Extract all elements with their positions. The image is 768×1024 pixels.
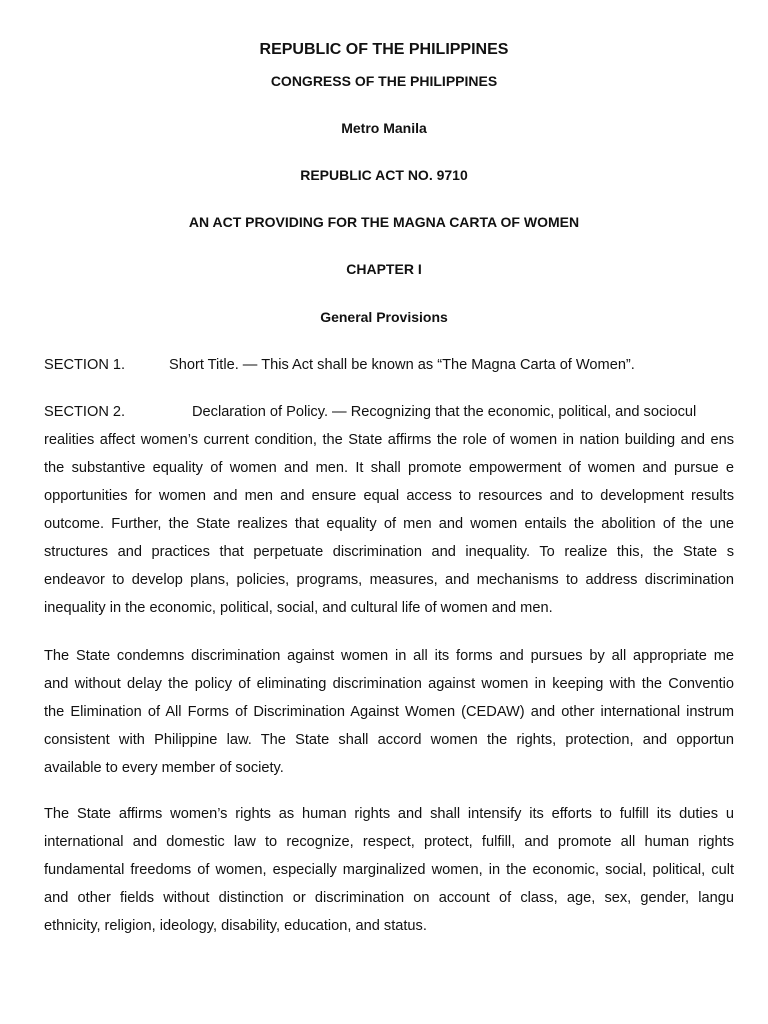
act-number-heading: REPUBLIC ACT NO. 9710 [300, 167, 468, 183]
paragraph-3-line: fundamental freedoms of women, especially marginalized women, in the economic, social, political, cult [44, 862, 734, 878]
paragraph-3-line: and other fields without distinction or discrimination on account of class, age, sex, gender, langu [44, 890, 734, 906]
paragraph-2-line: available to every member of society. [44, 760, 284, 776]
section-2-line-text: Declaration of Policy. — Recognizing that the economic, political, and sociocul [192, 404, 697, 420]
section-1-text: Short Title. — This Act shall be known as “The Magna Carta of Women”. [169, 357, 635, 373]
chapter-title-heading: General Provisions [320, 309, 448, 325]
section-2-line [44, 402, 734, 430]
republic-heading: REPUBLIC OF THE PHILIPPINES [259, 41, 509, 58]
section-2-line: structures and practices that perpetuate discrimination and inequality. To realize this, the State s [44, 544, 734, 560]
section-2-line: outcome. Further, the State realizes that equality of men and women entails the abolition of the une [44, 516, 734, 532]
paragraph-2-line: consistent with Philippine law. The State shall accord women the rights, protection, and opportun [44, 732, 734, 748]
paragraph-3-line: ethnicity, religion, ideology, disability, education, and status. [44, 918, 427, 934]
section-1-label: SECTION 1. [44, 357, 126, 373]
section-1 [44, 355, 734, 383]
chapter-heading: CHAPTER I [346, 261, 422, 277]
section-2-line: endeavor to develop plans, policies, programs, measures, and mechanisms to address discrimination [44, 572, 734, 588]
section-2-line: realities affect women’s current condition, the State affirms the role of women in nation building and ens [44, 432, 734, 448]
section-2-line: inequality in the economic, political, social, and cultural life of women and men. [44, 600, 553, 616]
location-heading: Metro Manila [341, 120, 427, 136]
congress-heading: CONGRESS OF THE PHILIPPINES [270, 73, 498, 89]
section-2-label: SECTION 2. [44, 404, 126, 420]
paragraph-3-line: international and domestic law to recognize, respect, protect, fulfill, and promote all human rights [44, 834, 734, 850]
paragraph-3-line: The State affirms women’s rights as human rights and shall intensify its efforts to fulfill its duties u [44, 806, 734, 822]
paragraph-2 [44, 646, 734, 786]
section-2-line: opportunities for women and men and ensure equal access to resources and to development results [44, 488, 734, 504]
section-2-line: the substantive equality of women and men. It shall promote empowerment of women and pursue e [44, 460, 734, 476]
section-2 [44, 402, 734, 626]
paragraph-2-line: and without delay the policy of eliminating discrimination against women in keeping with the Conventio [44, 676, 734, 692]
act-title-heading: AN ACT PROVIDING FOR THE MAGNA CARTA OF WOMEN [188, 214, 580, 230]
paragraph-2-line: the Elimination of All Forms of Discrimination Against Women (CEDAW) and other international instrum [44, 704, 734, 720]
paragraph-2-line: The State condemns discrimination against women in all its forms and pursues by all appropriate me [44, 648, 734, 664]
section-1-line [44, 355, 734, 383]
paragraph-3 [44, 804, 734, 944]
